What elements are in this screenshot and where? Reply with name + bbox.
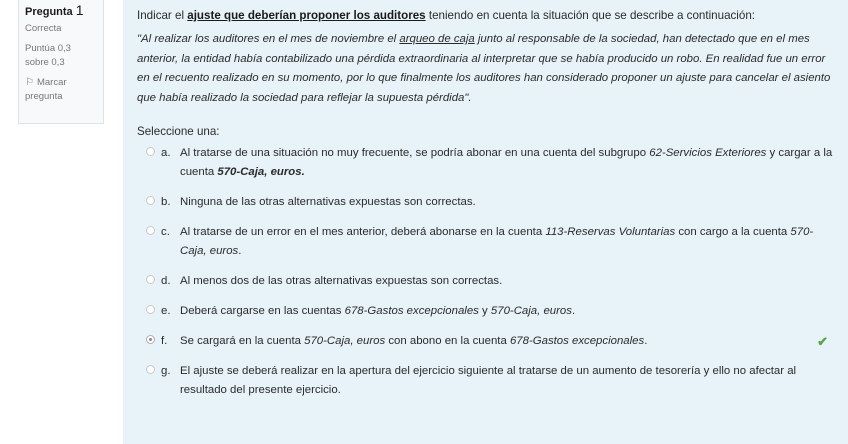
- question-number: [25, 3, 97, 20]
- option-d[interactable]: [137, 272, 834, 291]
- option-g[interactable]: [137, 362, 834, 400]
- option-letter: c.: [161, 226, 170, 238]
- option-a[interactable]: [137, 144, 834, 182]
- option-text: Deberá cargarse en las cuentas: [180, 305, 345, 317]
- answer-options: [137, 144, 834, 400]
- option-bold: 570-Caja, euros.: [217, 166, 305, 178]
- option-italic: 678-Gastos excepcionales: [509, 335, 645, 347]
- option-text: Se cargará en la cuenta: [180, 335, 305, 347]
- grade-line-1: Puntúa 0,3: [25, 43, 71, 54]
- option-letter: f.: [161, 335, 168, 347]
- flag-icon: ⚐: [25, 77, 34, 88]
- option-text: con abono en la cuenta: [385, 335, 510, 347]
- radio-g[interactable]: [146, 365, 155, 374]
- select-prompt: Seleccione una:: [137, 125, 220, 138]
- option-text: El ajuste se deberá realizar en la apertura del ejercicio siguiente al tratarse de un aumento de tesorería y ello no afectar al resultado del presente ejercicio.: [180, 365, 797, 396]
- option-text: y cargar a la cuenta: [180, 147, 833, 178]
- option-italic: 113-Reservas Voluntarias: [545, 226, 676, 238]
- option-f[interactable]: [137, 332, 834, 351]
- question-grade: [25, 42, 97, 70]
- option-letter: g.: [161, 365, 171, 377]
- question-intro: [137, 6, 834, 25]
- option-text: .: [238, 245, 242, 257]
- check-icon: ✔: [817, 334, 828, 349]
- question-number-value: 1: [75, 2, 84, 18]
- intro-text-end: teniendo en cuenta la situación que se describe a continuación:: [425, 9, 756, 22]
- scenario-text: "Al realizar los auditores en el mes de noviembre el: [137, 33, 400, 45]
- intro-bold-text: ajuste que deberían proponer los auditores: [187, 9, 426, 22]
- option-text: Al tratarse de un error en el mes anterior, deberá abonarse en la cuenta: [180, 226, 546, 238]
- radio-c[interactable]: [146, 226, 155, 235]
- radio-a[interactable]: [146, 147, 155, 156]
- radio-e[interactable]: [146, 305, 155, 314]
- option-letter: a.: [161, 147, 171, 159]
- question-state: Correcta: [25, 23, 62, 34]
- option-letter: b.: [161, 196, 171, 208]
- option-text: Ninguna de las otras alternativas expuestas son correctas.: [180, 196, 476, 208]
- option-text: con cargo a la cuenta: [675, 226, 791, 238]
- option-italic: 570-Caja, euros: [490, 305, 572, 317]
- option-text: Al tratarse de una situación no muy frecuente, se podría abonar en una cuenta del subgrupo: [180, 147, 650, 159]
- flag-question-link[interactable]: [25, 76, 97, 104]
- grade-line-2: sobre 0,3: [25, 57, 65, 68]
- option-text: Al menos dos de las otras alternativas expuestas son correctas.: [180, 275, 503, 287]
- option-text: .: [644, 335, 648, 347]
- flag-line-2: pregunta: [25, 91, 63, 102]
- option-italic: 62-Servicios Exteriores: [649, 147, 767, 159]
- option-italic: 570-Caja, euros: [304, 335, 386, 347]
- scenario-underlined: arqueo de caja: [399, 33, 475, 45]
- option-c[interactable]: [137, 223, 834, 261]
- radio-f[interactable]: [146, 335, 155, 344]
- question-label: Pregunta: [25, 6, 73, 18]
- option-letter: e.: [161, 305, 171, 317]
- option-text: .: [571, 305, 576, 317]
- option-letter: d.: [161, 275, 171, 287]
- option-italic: 678-Gastos excepcionales: [344, 305, 479, 317]
- question-content: [123, 0, 848, 444]
- intro-text: Indicar el: [137, 9, 188, 22]
- option-text: y: [478, 305, 491, 317]
- flag-line-1: Marcar: [36, 77, 67, 88]
- scenario-text-end: junto al responsable de la sociedad, han detectado que en el mes anterior, la entidad había contabilizado una pérdida extraordinaria al interpretar que se había producido un robo. En realidad fue un error en el recuento realizado en su momento, por lo que finalmente los auditores han considerado proponer un ajuste para cancelar el asiento que había realizado la sociedad para reflejar la supuesta pérdida".: [137, 33, 831, 104]
- radio-b[interactable]: [146, 196, 155, 205]
- question-info-panel: [18, 0, 104, 124]
- option-e[interactable]: [137, 302, 834, 321]
- option-italic: 570-Caja, euros: [180, 226, 814, 257]
- question-scenario: [137, 30, 834, 108]
- radio-d[interactable]: [146, 275, 155, 284]
- option-b[interactable]: [137, 193, 834, 212]
